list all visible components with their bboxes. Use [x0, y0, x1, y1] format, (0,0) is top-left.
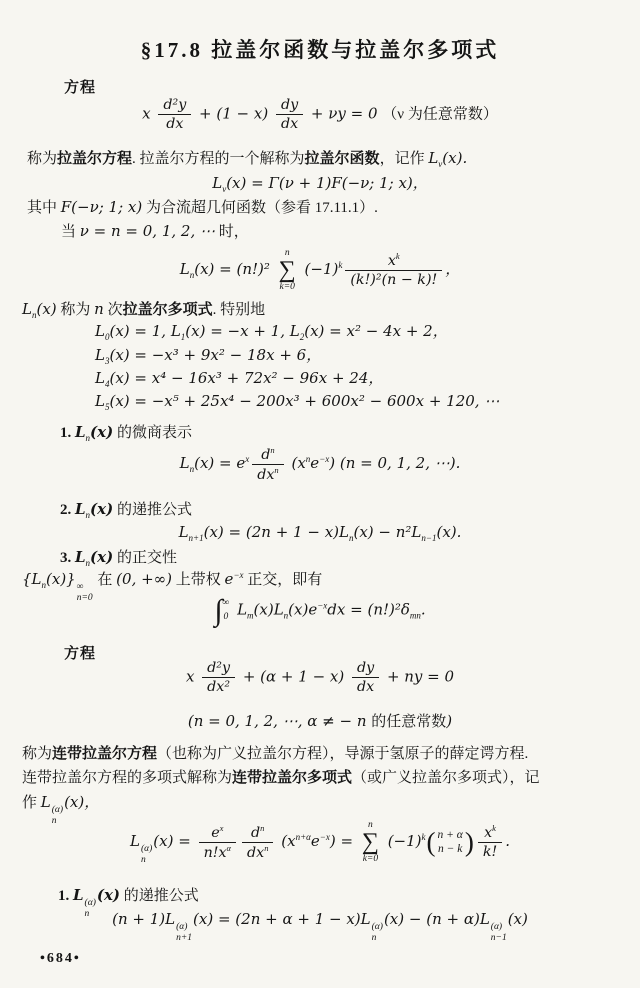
formula-token: ) = [329, 831, 358, 850]
formula-token [199, 824, 236, 861]
formula-token: e [310, 454, 320, 473]
formula-token: α [226, 842, 232, 853]
formula-token: e [310, 831, 320, 850]
formula-token: (x) [96, 886, 121, 904]
formula-token: F(−ν; 1; x) [60, 198, 143, 216]
formula-token: (α) n−1 [490, 921, 507, 943]
formula-token: dx = (n!)²δ [327, 600, 410, 619]
formula-token: dx [280, 116, 299, 133]
formula-token: (x [276, 831, 296, 850]
formula-token: −x [319, 831, 330, 842]
formula-token: L [95, 392, 105, 410]
formula-token: n [348, 533, 354, 543]
heading-recurrence-formula [60, 500, 192, 522]
formula-token: 正交，即有 [243, 572, 323, 588]
formula-token: (x) [507, 910, 528, 928]
formula-token: L [40, 793, 51, 811]
formula-token: （ν 为任意常数） [382, 106, 498, 123]
formula-token: (x) = −x⁵ + 25x⁴ − 200x³ + 600x² − 600x + 120, ⋯ [109, 392, 500, 410]
formula-token: 拉盖尔方程 [57, 151, 133, 167]
formula-token: {L [22, 570, 42, 588]
formula-token: 1 [180, 332, 186, 342]
formula-token: (x) = x² − 4x + 2， [304, 322, 448, 340]
equation-label-2: 方程 [64, 646, 97, 662]
formula-token: . [420, 600, 426, 619]
formula-token: n [305, 454, 311, 465]
formula-token [276, 97, 303, 133]
formula-token: (0, +∞) [116, 570, 173, 588]
formula-token: ν = n = 0, 1, 2, ⋯ [79, 222, 215, 240]
laguerre-ode-equation [0, 97, 640, 133]
formula-token: 的递推公式 [113, 502, 192, 518]
formula-token: (x) = [153, 831, 196, 850]
formula-token: d [261, 446, 271, 463]
formula-token: n [85, 558, 91, 568]
formula-token: + ny = 0 [382, 667, 455, 686]
paragraph-associated-polynomial [22, 769, 540, 789]
formula-token: dx [356, 679, 375, 696]
formula-token: + νy = 0 [306, 104, 383, 123]
formula-token: n ∑ k=0 [278, 248, 296, 293]
formula-token: ，记作 [379, 151, 429, 167]
formula-token: n [85, 510, 91, 520]
paragraph-associated-equation [22, 745, 528, 765]
formula-token: 上带权 [172, 572, 225, 588]
formula-token: （或广义拉盖尔多项式），记 [352, 770, 540, 786]
formula-token: x [185, 667, 200, 686]
formula-token: dx² [207, 679, 231, 696]
formula-token: 拉盖尔多项式 [122, 302, 213, 318]
formula-token: n!x [203, 844, 227, 861]
formula-token: (x)e [288, 600, 318, 619]
formula-token: ∫ ∞ 0 [214, 594, 230, 627]
formula-token: L [95, 369, 105, 387]
formula-token: d²y [207, 660, 231, 676]
formula-token: ) (n = 0, 1, 2, ⋯). [329, 454, 461, 473]
formula-token: L [212, 174, 223, 192]
formula-token [158, 97, 191, 133]
formula-token: L [428, 149, 439, 167]
formula-token: k [395, 251, 400, 262]
formula-token: 3 [104, 356, 110, 366]
formula-token: (x) = 1, L [109, 322, 181, 340]
formula-token: . 拉盖尔方程的一个解称为 [132, 151, 305, 167]
formula-token: (−1) [382, 831, 422, 850]
formula-token: (x) [90, 548, 114, 566]
formula-token: x [484, 824, 493, 841]
formula-token: L [179, 259, 190, 278]
formula-token: x [387, 252, 396, 269]
formula-token: (x). [436, 523, 462, 541]
formula-token: dx [247, 844, 265, 861]
formula-token: −x [317, 600, 328, 611]
formula-token: 时， [215, 224, 249, 240]
formula-token: L [95, 346, 105, 364]
formula-token: n+1 [188, 533, 204, 543]
associated-laguerre-ode [0, 660, 640, 696]
formula-token: dy [356, 660, 375, 676]
formula-token: 5 [104, 402, 110, 412]
formula-token: n−1 [421, 533, 437, 543]
polynomial-L0-L1-L2 [95, 322, 448, 344]
formula-token: （也称为广义拉盖尔方程），导源于氢原子的薛定谔方程. [157, 746, 529, 762]
formula-token: L [232, 600, 248, 619]
formula-token: x [245, 454, 250, 465]
formula-token: ν [438, 159, 443, 169]
formula-token: dy [280, 97, 299, 113]
orthogonality-integral [0, 596, 640, 626]
formula-token: 连带拉盖尔多项式 [232, 770, 353, 786]
polynomial-L5 [95, 392, 499, 414]
formula-token: (α) n [84, 897, 96, 919]
formula-token: (n = 0, 1, 2, ⋯, α ≠ − n [187, 712, 372, 730]
formula-token: (x). [442, 149, 468, 167]
formula-token [252, 446, 283, 483]
formula-token: + (1 − x) [194, 104, 273, 123]
paragraph-polynomial-name [22, 300, 265, 322]
associated-laguerre-condition [0, 712, 640, 733]
formula-token: 为合流超几何函数（参看 17.11.1）. [142, 200, 378, 216]
formula-token: n [274, 465, 279, 476]
associated-laguerre-definition [0, 820, 640, 865]
formula-token: (x [286, 454, 306, 473]
recurrence-formula [0, 523, 640, 545]
formula-token: n [283, 610, 289, 621]
formula-token: 0 [104, 332, 110, 342]
formula-token: 在 [93, 572, 117, 588]
section-title: §17.8 拉盖尔函数与拉盖尔多项式 [140, 38, 500, 62]
formula-token: n [85, 433, 91, 443]
formula-token: (x) = (n!)² [194, 259, 275, 278]
formula-token: k [338, 259, 343, 270]
formula-token: 称为 [27, 151, 58, 167]
paragraph-called-laguerre [27, 149, 467, 171]
formula-token [242, 824, 273, 861]
associated-recurrence-formula [0, 910, 640, 944]
formula-token: (x) [90, 500, 114, 518]
formula-token: (x) [90, 423, 114, 441]
formula-token: ) [446, 712, 453, 730]
laguerre-function-formula [0, 174, 640, 196]
formula-token: 的任意常数 [371, 714, 447, 730]
formula-token: n [94, 300, 104, 318]
formula-token: 4 [104, 379, 110, 389]
formula-token: 1. [60, 425, 75, 441]
formula-token: m [247, 610, 254, 621]
formula-token: 1. [58, 888, 73, 904]
formula-token: (x) = e [194, 454, 246, 473]
formula-token: k [492, 823, 496, 834]
formula-token [352, 660, 379, 696]
formula-token [478, 824, 502, 861]
formula-token: n [260, 822, 265, 833]
formula-token: (k!)²(n − k)! [350, 272, 438, 289]
formula-token: 称为 [22, 746, 53, 762]
formula-token: (x)} [46, 570, 76, 588]
formula-token: e [211, 824, 220, 841]
formula-token: mn [409, 610, 421, 621]
formula-token: L [75, 548, 86, 566]
heading-derivative-representation [60, 423, 192, 445]
formula-token: 连带拉盖尔方程 [52, 746, 158, 762]
polynomial-L4 [95, 369, 383, 391]
formula-token: dx [166, 116, 184, 133]
formula-token: (α) n [371, 921, 383, 943]
formula-token: 2 [299, 332, 305, 342]
formula-token: . [505, 831, 510, 850]
formula-token: 的微商表示 [113, 425, 192, 441]
formula-token: (x) = (2n + α + 1 − x)L [193, 910, 371, 928]
formula-token: L [75, 500, 86, 518]
page-number: •684• [40, 951, 81, 966]
formula-token: 2. [60, 502, 75, 518]
paragraph-when-nu-integer [61, 222, 249, 243]
formula-token: (x) [36, 300, 57, 318]
formula-token: 连带拉盖尔方程的多项式解称为 [22, 770, 233, 786]
formula-token: + (α + 1 − x) [238, 667, 349, 686]
formula-token: d²y [163, 97, 187, 113]
formula-token: n ∑ k=0 [361, 820, 379, 865]
formula-token: d [251, 824, 261, 841]
formula-token: k! [482, 844, 498, 861]
formula-token: x [219, 822, 224, 833]
formula-token: L [22, 300, 32, 318]
formula-token: L [179, 454, 190, 473]
formula-token: k [421, 831, 426, 842]
rodrigues-formula [0, 446, 640, 483]
formula-token: n [189, 269, 195, 280]
heading-orthogonality [60, 548, 177, 570]
formula-token: e [224, 570, 234, 588]
formula-token: 作 [22, 795, 41, 811]
formula-token: (x)， [64, 793, 100, 811]
formula-token: x [142, 104, 156, 123]
formula-token: dx [257, 466, 275, 483]
formula-token: (x) = Γ(ν + 1)F(−ν; 1; x)， [226, 174, 428, 192]
formula-token: L [75, 423, 86, 441]
formula-token: ν [222, 184, 227, 194]
formula-token: (x) = x⁴ − 16x³ + 72x² − 96x + 24， [109, 369, 384, 387]
formula-token: n [189, 464, 195, 475]
formula-token: 称为 [56, 302, 95, 318]
formula-token [202, 660, 235, 696]
formula-token: ， [445, 259, 461, 278]
formula-token: n [41, 580, 47, 590]
formula-token: −x [319, 454, 330, 465]
formula-token: (−1) [299, 259, 339, 278]
formula-token: 3. [60, 550, 75, 566]
paragraph-hypergeometric-note [27, 198, 378, 219]
formula-token: 拉盖尔函数 [304, 151, 380, 167]
formula-token: −x [233, 570, 244, 580]
formula-token: 次 [103, 302, 123, 318]
formula-token: ∞ n=0 [76, 581, 93, 603]
equation-label-1: 方程 [64, 80, 97, 96]
formula-token: 的递推公式 [120, 888, 199, 904]
laguerre-polynomial-sum-formula [0, 248, 640, 293]
formula-token: (α) n [51, 804, 64, 826]
formula-token: (α) n+1 [176, 921, 193, 943]
formula-token: L [130, 831, 140, 850]
formula-token: n [270, 445, 275, 455]
polynomial-L3 [95, 346, 321, 368]
formula-token: L [95, 322, 105, 340]
formula-token: n+α [295, 831, 311, 842]
formula-token: (α) n [140, 843, 153, 865]
formula-token: (n + 1)L [112, 910, 176, 928]
formula-token: 当 [61, 224, 80, 240]
formula-token: n [264, 842, 269, 853]
formula-token: (x) = −x³ + 9x² − 18x + 6， [109, 346, 322, 364]
formula-token: 其中 [27, 200, 61, 216]
formula-token: ( n + α n − k ) [426, 826, 474, 857]
formula-token: (x) − n²L [353, 523, 422, 541]
formula-token: (x) = −x + 1, L [185, 322, 300, 340]
formula-token: L [178, 523, 189, 541]
formula-token: . 特别地 [212, 302, 266, 318]
formula-token: (x) = (2n + 1 − x)L [203, 523, 349, 541]
formula-token: n [31, 310, 37, 320]
formula-token: 的正交性 [113, 550, 177, 566]
formula-token: L [73, 886, 84, 904]
formula-token: (x) − (n + α)L [383, 910, 490, 928]
formula-token [345, 252, 442, 289]
formula-token: (x)L [253, 600, 284, 619]
